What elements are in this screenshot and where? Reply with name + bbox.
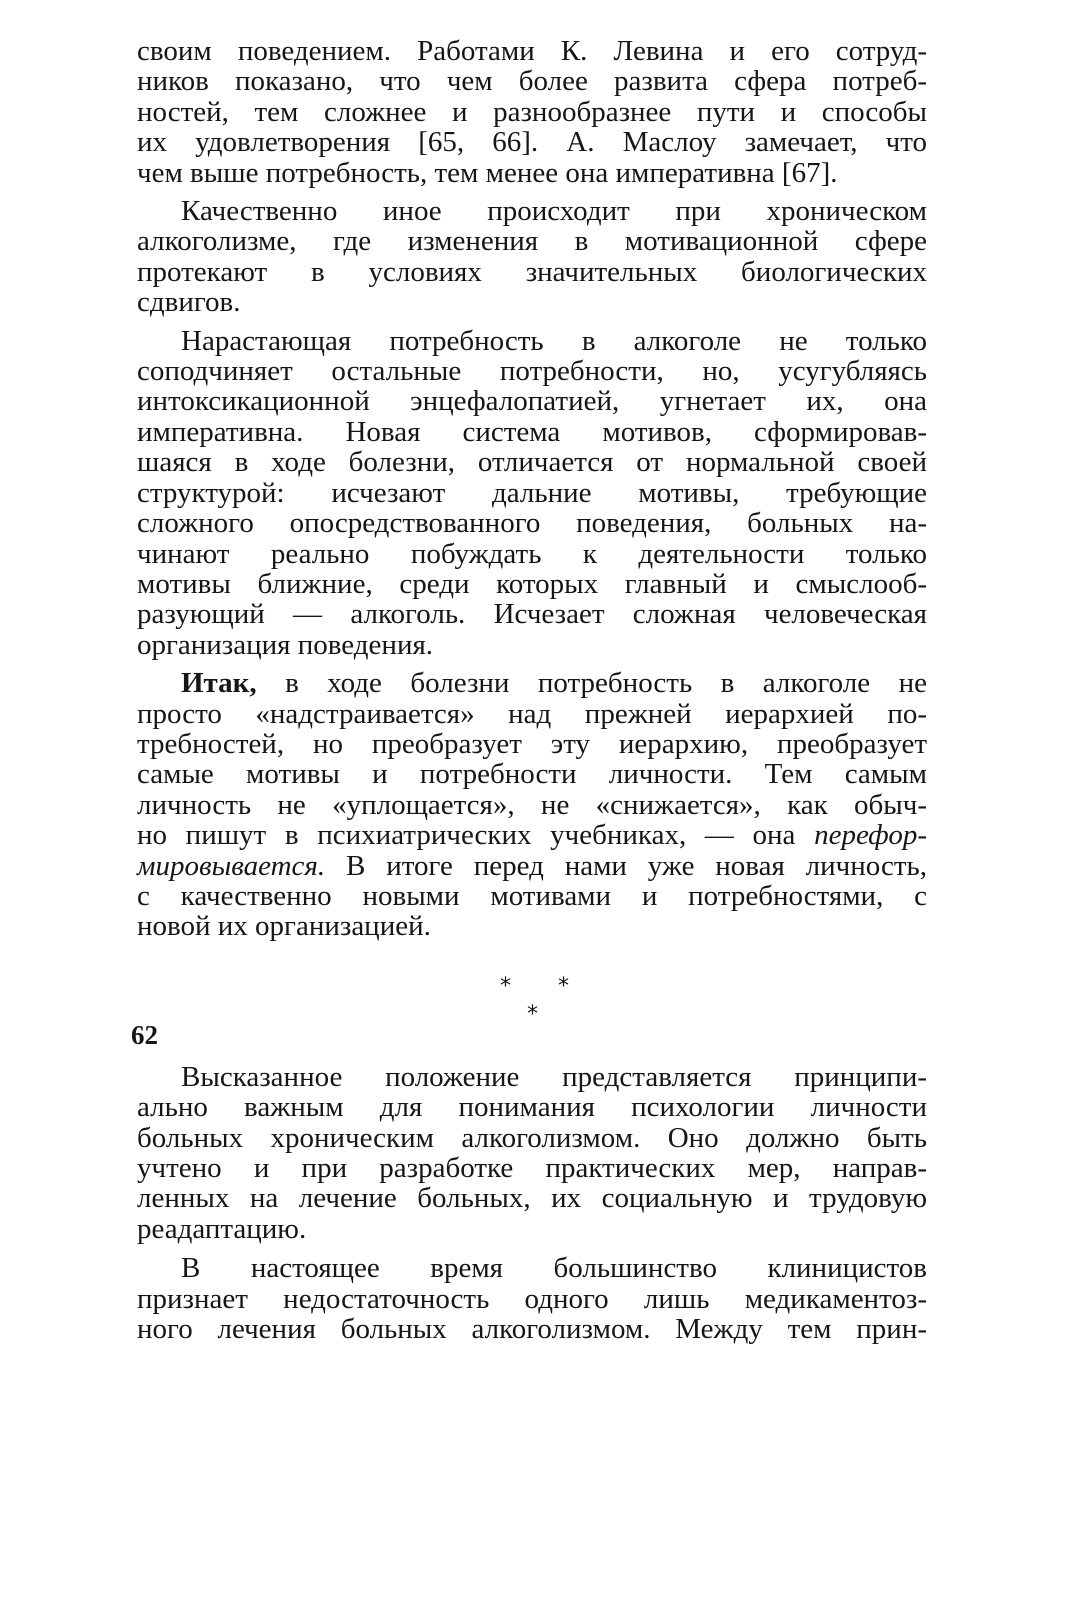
text-line: шаяся в ходе болезни, отличается от нормальной своей <box>137 446 927 479</box>
text-line <box>137 820 927 850</box>
paragraph-3 <box>137 326 927 660</box>
text-line: ного лечения больных алкоголизмом. Между тем прин- <box>137 1313 927 1346</box>
text-line: личность не «уплощается», не «снижается», как обыч- <box>137 788 927 821</box>
text-line: своим поведением. Работами К. Левина и его сотруд- <box>137 35 927 67</box>
paragraph-5 <box>137 1062 927 1244</box>
text-line: требностей, но преобразует эту иерархию, преобразует <box>137 727 927 760</box>
text-line: алкоголизме, где изменения в мотивационной сфере <box>137 225 927 258</box>
paragraph-6 <box>137 1253 927 1344</box>
text-line: учтено и при разработке практических мер, направ- <box>137 1152 927 1184</box>
text-line: разующий — алкоголь. Исчезает сложная человеческая <box>137 598 927 631</box>
italic-emphasis: мировывается. <box>137 849 326 882</box>
text-line: организация поведения. <box>137 628 434 661</box>
text-run: но пишут в психиатрических учебниках, — она <box>137 819 815 852</box>
text-line: структурой: исчезают дальние мотивы, требующие <box>137 476 927 509</box>
text-line: признает недостаточность одного лишь медикаментоз- <box>137 1282 927 1315</box>
page-number: 62 <box>131 1020 158 1050</box>
text-line: чем выше потребность, тем менее она императивна [67]. <box>137 156 838 189</box>
text-line: протекают в условиях значительных биологических <box>137 255 927 288</box>
text-line: мотивы ближние, среди которых главный и смыслооб- <box>137 567 927 600</box>
text-line: больных хроническим алкоголизмом. Оно должно быть <box>137 1121 927 1154</box>
text-line <box>137 851 927 881</box>
lead-bold-word: Итак, <box>181 667 257 700</box>
text-line: В настоящее время большинство клиницистов <box>181 1252 927 1285</box>
text-line: чинают реально побуждать к деятельности только <box>137 537 927 570</box>
text-line: Качественно иное происходит при хроническом <box>181 195 927 228</box>
text-line: ностей, тем сложнее и разнообразнее пути и способы <box>137 95 927 128</box>
text-run: в ходе болезни потребность в алкоголе не <box>256 667 927 700</box>
text-line: их удовлетворения [65, 66]. А. Маслоу замечает, что <box>137 126 927 159</box>
section-separator <box>137 942 927 1062</box>
paragraph-1 <box>137 36 927 188</box>
text-line: ально важным для понимания психологии личности <box>137 1091 927 1124</box>
text-line: ников показано, что чем более развита сфера потреб- <box>137 65 927 98</box>
text-line: Нарастающая потребность в алкоголе не только <box>181 324 927 357</box>
text-line: новой их организацией. <box>137 910 431 943</box>
text-run: В итоге перед нами уже новая личность, <box>325 849 927 882</box>
text-line <box>137 668 927 698</box>
italic-emphasis: перефор- <box>814 819 927 852</box>
text-line: сложного опосредствованного поведения, больных на- <box>137 507 927 540</box>
text-line: просто «надстраивается» над прежней иерархией по- <box>137 697 927 730</box>
separator-asterisk: * <box>500 973 511 999</box>
text-line: реадаптацию. <box>137 1212 307 1245</box>
text-line: соподчиняет остальные потребности, но, усугубляясь <box>137 355 927 388</box>
text-line: императивна. Новая система мотивов, сформировав- <box>137 415 927 448</box>
text-line: интоксикационной энцефалопатией, угнетает их, она <box>137 385 927 418</box>
paragraph-2 <box>137 196 927 318</box>
text-line: с качественно новыми мотивами и потребностями, с <box>137 879 927 912</box>
page-body <box>137 36 927 1344</box>
text-line: самые мотивы и потребности личности. Тем самым <box>137 758 927 791</box>
text-line: ленных на лечение больных, их социальную и трудовую <box>137 1182 927 1215</box>
separator-asterisk: * <box>527 1001 538 1027</box>
text-line: Высказанное положение представляется принципи- <box>181 1060 927 1093</box>
text-line: сдвигов. <box>137 286 241 319</box>
separator-asterisk: * <box>558 973 569 999</box>
paragraph-4 <box>137 668 927 942</box>
